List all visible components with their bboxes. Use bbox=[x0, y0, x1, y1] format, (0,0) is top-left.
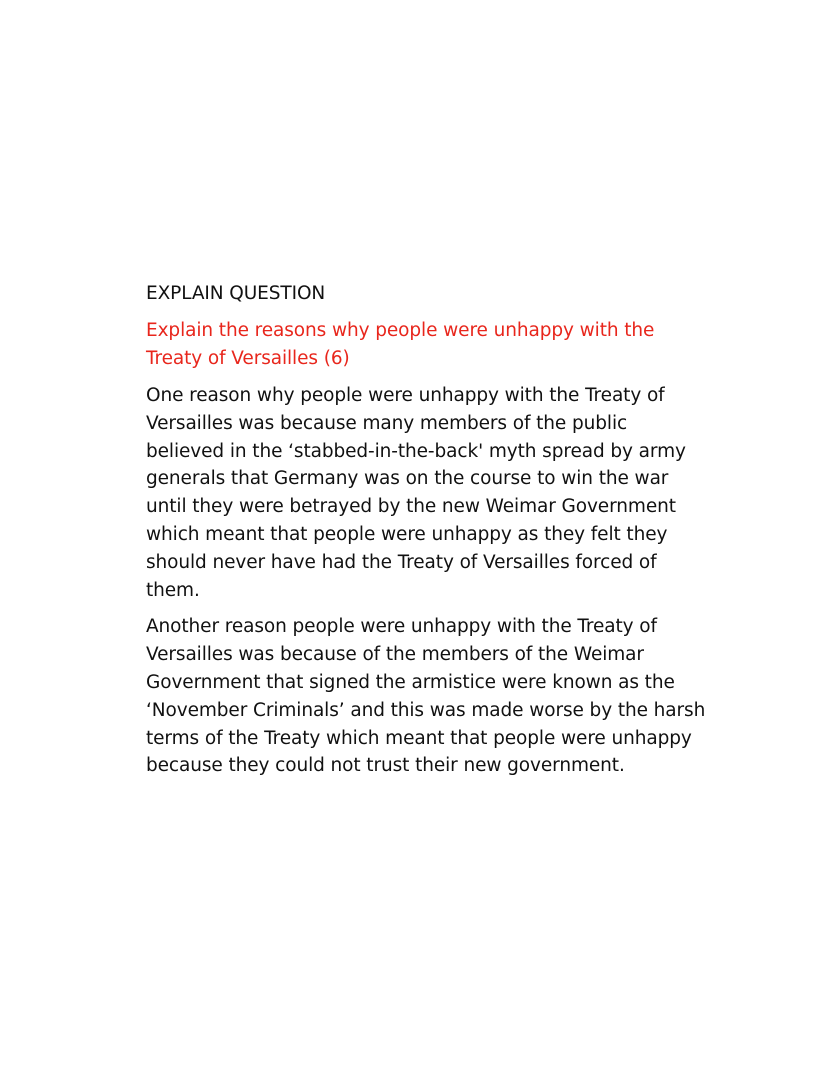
question-text: Explain the reasons why people were unhappy with the Treaty of Versailles (6) bbox=[146, 320, 655, 369]
answer-paragraph-1: One reason why people were unhappy with the Treaty of Versailles was because many members of the public believed in the ‘stabbed-in-the-back' myth spread by army generals that Germany was on the course to win the war until they were betrayed by the new Weimar Government which meant that people were unhappy as they felt they should never have had the Treaty of Versailles forced of them. bbox=[146, 385, 686, 601]
section-heading: EXPLAIN QUESTION bbox=[146, 283, 326, 304]
document-page bbox=[146, 281, 706, 789]
answer-paragraph-2: Another reason people were unhappy with the Treaty of Versailles was because of the members of the Weimar Government that signed the armistice were known as the ‘November Criminals’ and this was made worse by the harsh terms of the Treaty which meant that people were unhappy because they could not trust their new government. bbox=[146, 616, 706, 777]
